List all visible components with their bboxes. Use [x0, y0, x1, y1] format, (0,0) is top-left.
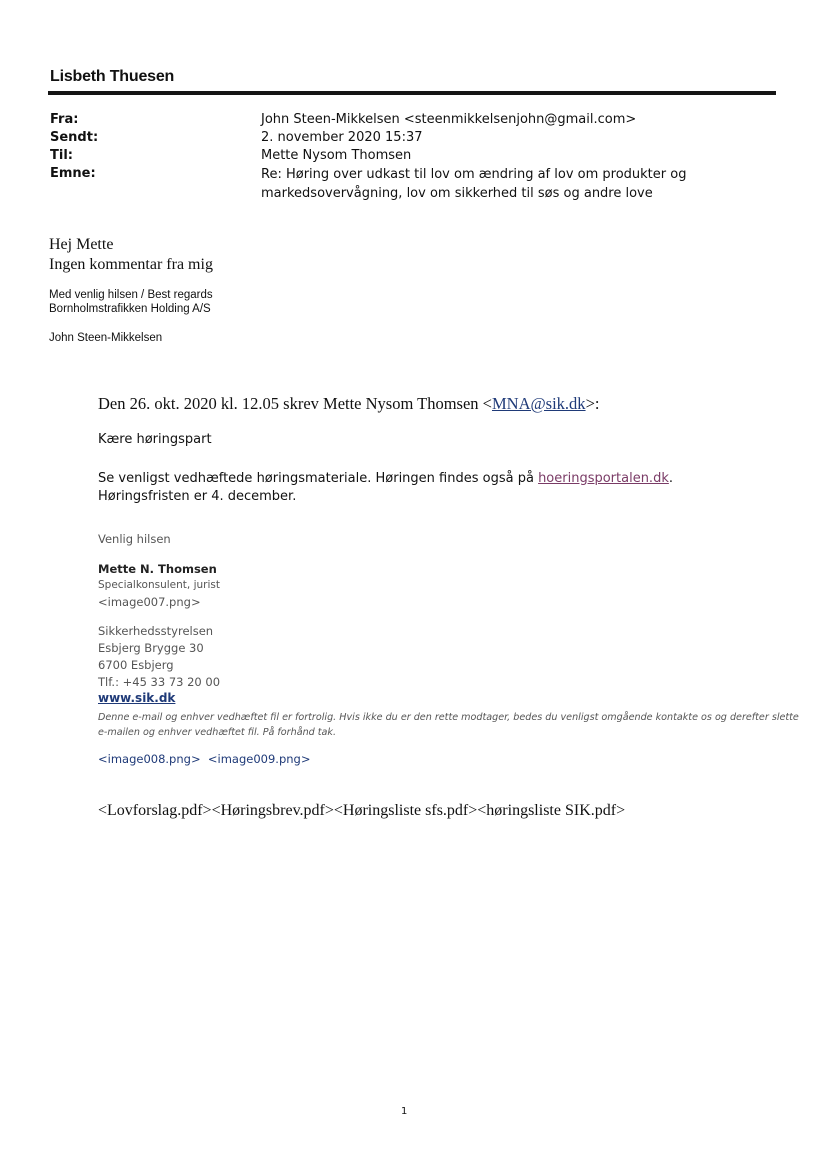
hoeringsportalen-link[interactable]: hoeringsportalen.dk: [538, 471, 669, 486]
from-label: Fra:: [50, 112, 79, 127]
subject-line-1: Re: Høring over udkast til lov om ændring af lov om produkter og: [261, 167, 687, 182]
sig-disclaimer: Denne e-mail og enhver vedhæftet fil er fortrolig. Hvis ikke du er den rette modtager, bedes du venligst omgående kontakte os og derefter slette e-mailen og enhver vedhæftet fil. På forhånd tak.: [98, 712, 799, 738]
from-value: John Steen-Mikkelsen <steenmikkelsenjohn@gmail.com>: [261, 112, 637, 127]
to-label: Til:: [50, 148, 73, 163]
reply-body: Ingen kommentar fra mig: [49, 256, 213, 273]
sig-image-ref: <image007.png>: [98, 595, 201, 609]
sig-street: Esbjerg Brygge 30: [98, 641, 204, 655]
quoted-intro-suffix: >:: [585, 394, 600, 413]
sig-name: Mette N. Thomsen: [98, 562, 217, 576]
sig-title: Specialkonsulent, jurist: [98, 579, 220, 591]
quoted-deadline: Høringsfristen er 4. december.: [98, 489, 297, 504]
sig-website-link[interactable]: www.sik.dk: [98, 691, 176, 705]
quoted-attachments: <Lovforslag.pdf><Høringsbrev.pdf><Høringsliste sfs.pdf><høringsliste SIK.pdf>: [98, 802, 626, 819]
quoted-salutation: Kære høringspart: [98, 432, 212, 447]
owner-name: Lisbeth Thuesen: [50, 68, 175, 85]
quoted-body-prefix: Se venligst vedhæftede høringsmateriale. Høringen findes også på: [98, 471, 539, 486]
quoted-body: [98, 470, 673, 488]
sig-phone: Tlf.: +45 33 73 20 00: [98, 675, 221, 689]
sig-org: Sikkerhedsstyrelsen: [98, 624, 214, 638]
to-value: Mette Nysom Thomsen: [261, 148, 412, 163]
reply-sender: John Steen-Mikkelsen: [49, 332, 163, 344]
page-number: 1: [401, 1106, 408, 1117]
quoted-intro: [98, 394, 599, 414]
reply-closing: Med venlig hilsen / Best regards: [49, 289, 213, 301]
subject-line-2: markedsovervågning, lov om sikkerhed til søs og andre love: [261, 186, 653, 201]
quoted-body-suffix: .: [668, 471, 673, 486]
sig-closing: Venlig hilsen: [98, 532, 171, 546]
quoted-images: <image008.png> <image009.png>: [98, 752, 311, 766]
sent-value: 2. november 2020 15:37: [261, 130, 423, 145]
reply-company: Bornholmstrafikken Holding A/S: [49, 303, 211, 315]
reply-greeting: Hej Mette: [49, 236, 114, 253]
sig-city: 6700 Esbjerg: [98, 658, 174, 672]
quoted-intro-prefix: Den 26. okt. 2020 kl. 12.05 skrev Mette Nysom Thomsen <: [98, 394, 492, 413]
sent-label: Sendt:: [50, 130, 99, 145]
subject-label: Emne:: [50, 166, 96, 181]
quoted-email-link[interactable]: MNA@sik.dk: [491, 394, 586, 413]
header-rule: [48, 91, 776, 95]
